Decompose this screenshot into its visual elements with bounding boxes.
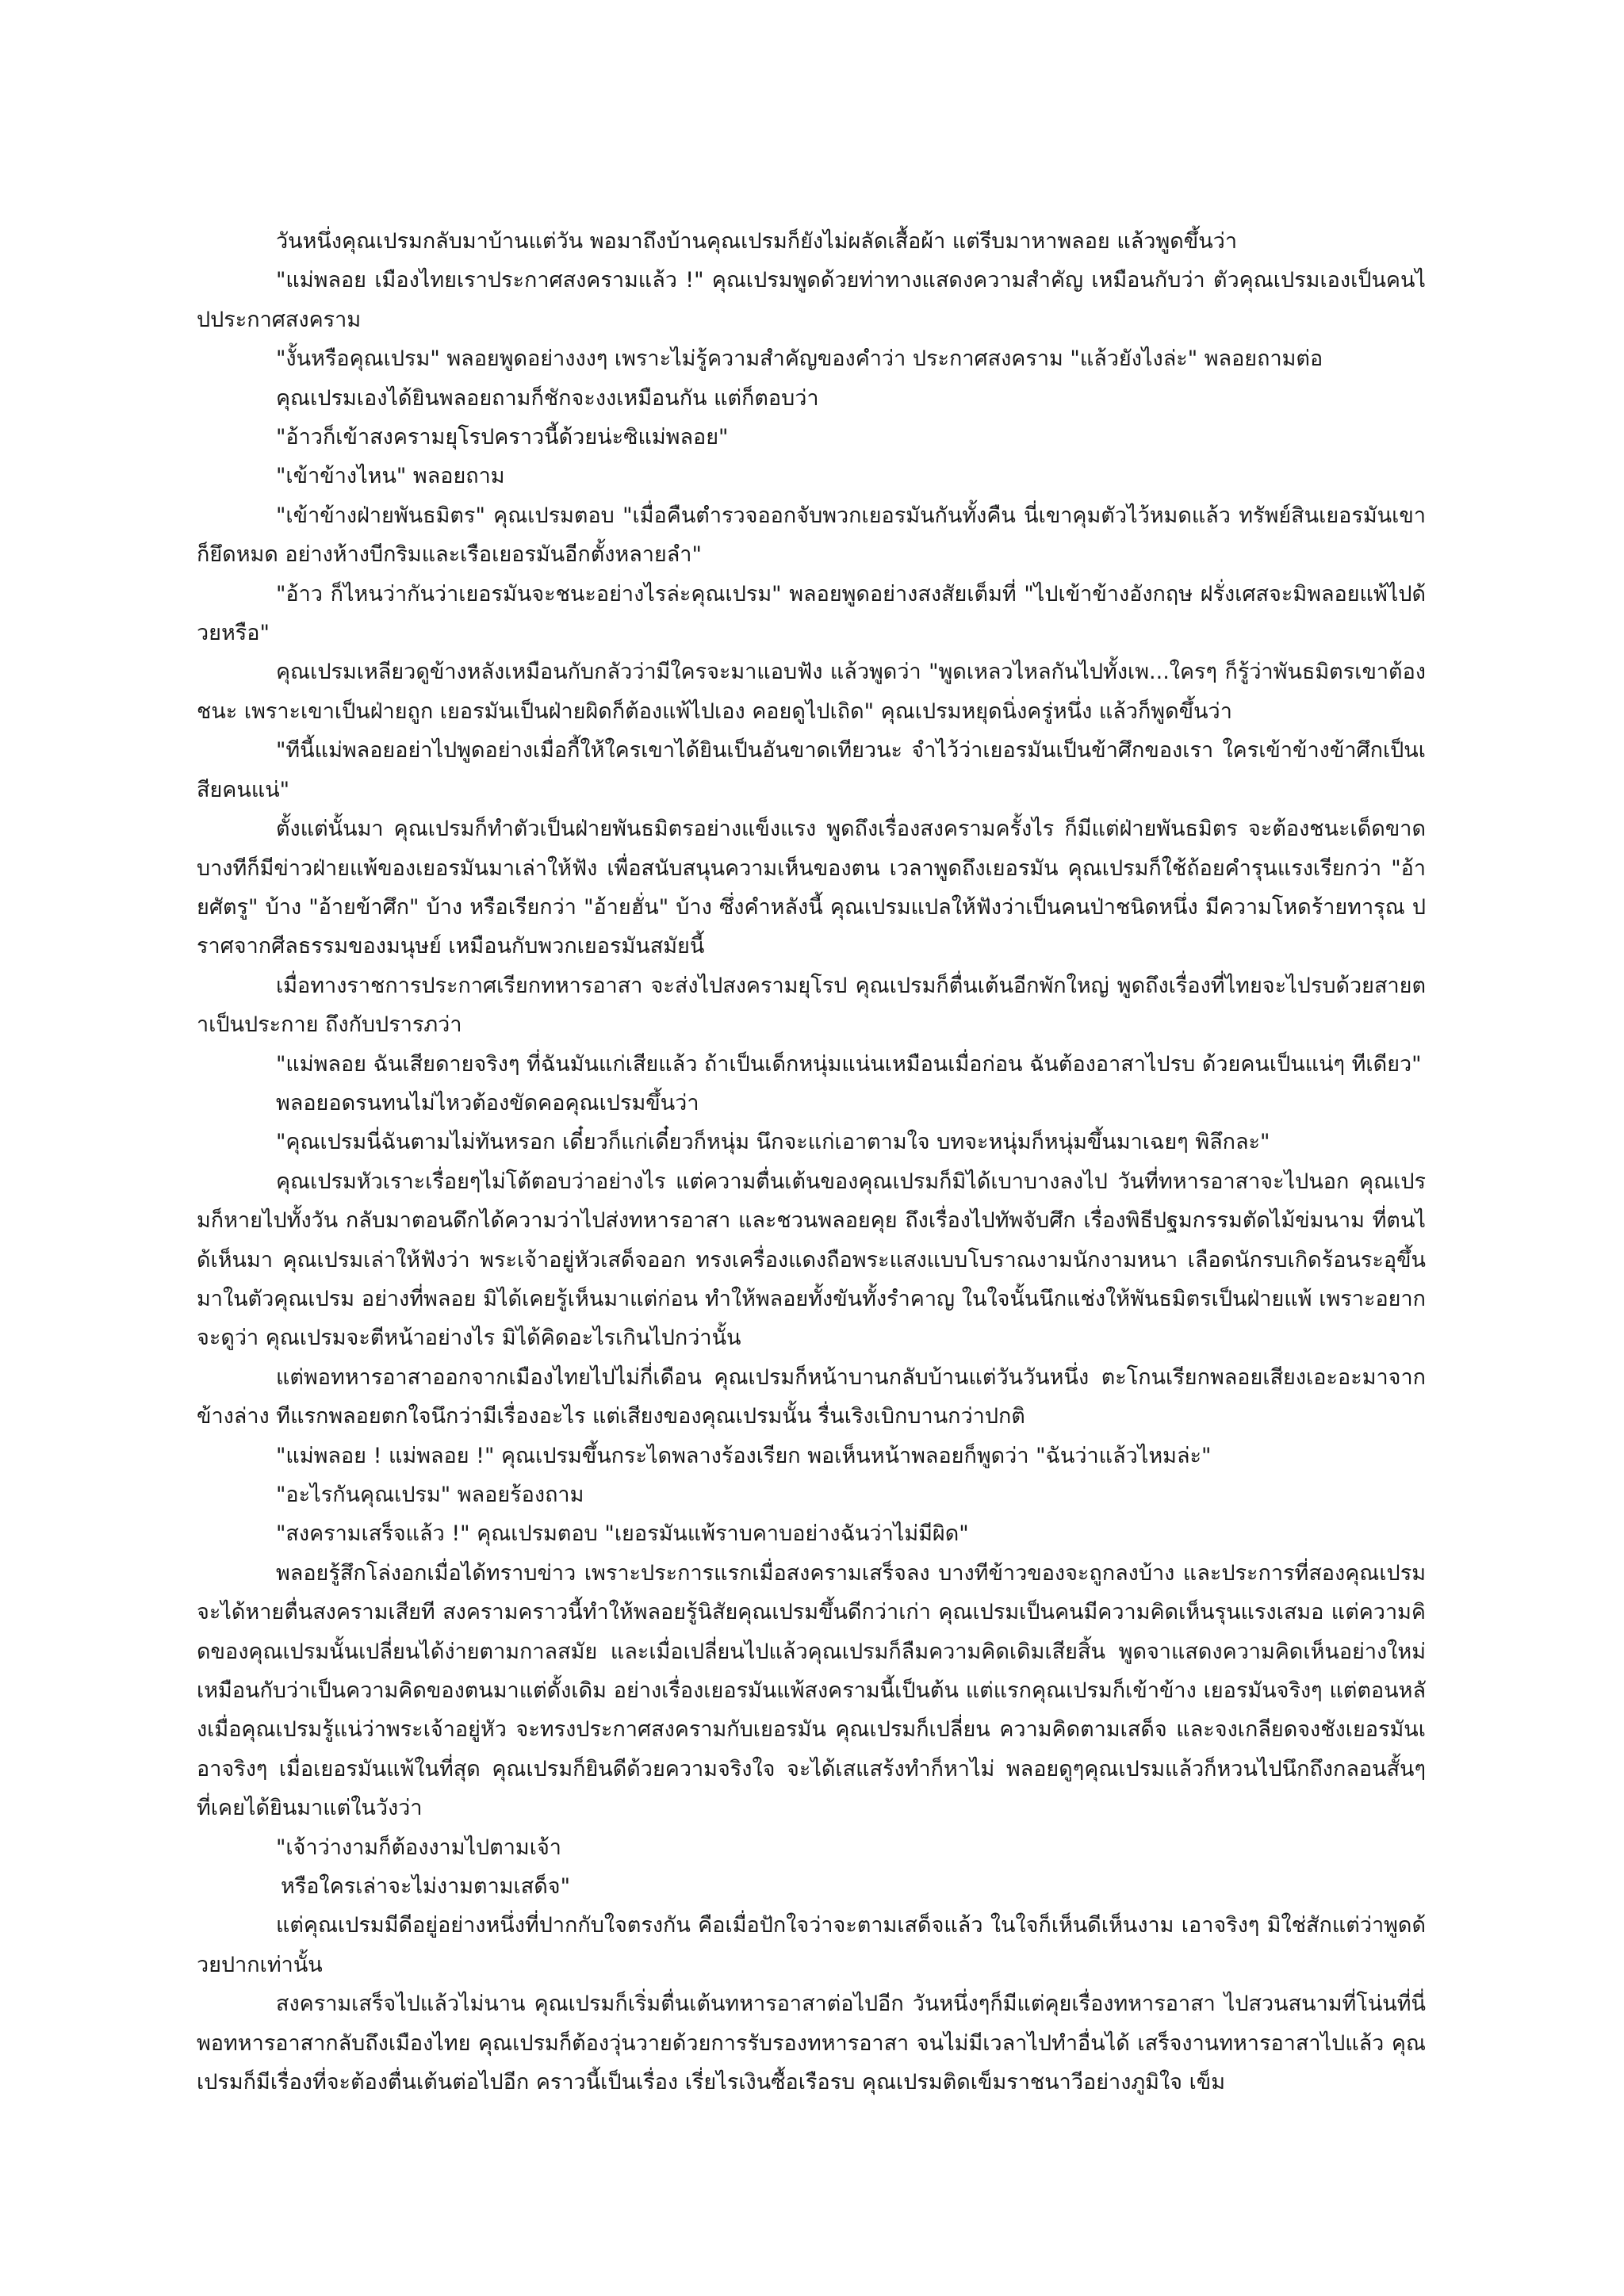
paragraph: "แม่พลอย เมืองไทยเราประกาศสงครามแล้ว !" คุณเปรมพูดด้วยท่าทางแสดงความสำคัญ เหมือนกับว่า ตัวคุณเปรมเองเป็นคนไปประกาศสงคราม (197, 268, 1426, 332)
verse-line: "เจ้าว่างามก็ต้องงามไปตามเจ้า (276, 1835, 561, 1860)
paragraph: "ทีนี้แม่พลอยอย่าไปพูดอย่างเมื่อกี้ให้ใครเขาได้ยินเป็นอันขาดเทียวนะ จำไว้ว่าเยอรมันเป็นข้าศึกของเรา ใครเข้าข้างข้าศึกเป็นเสียคนแน่" (197, 738, 1426, 802)
paragraph: "อ้าวก็เข้าสงครามยุโรปคราวนี้ด้วยน่ะซิแม่พลอย" (276, 425, 729, 450)
verse-line: หรือใครเล่าจะไม่งามตามเสด็จ" (281, 1874, 571, 1900)
paragraph: สงครามเสร็จไปแล้วไม่นาน คุณเปรมก็เริ่มตื่นเต้นทหารอาสาต่อไปอีก วันหนึ่งๆก็มีแต่คุยเรื่องทหารอาสา ไปสวนสนามที่โน่นที่นี่ พอทหารอาสากลับถึงเมืองไทย คุณเปรมก็ต้องวุ่นวายด้วยการรับรองทหารอาสา จนไม่มีเวลาไปทำอื่นได้ เสร็จงานทหารอาสาไปแล้ว คุณเปรมก็มีเรื่องที่จะต้องตื่นเต้นต่อไปอีก คราวนี้เป็นเรื่อง เรี่ยไรเงินซื้อเรือรบ คุณเปรมติดเข็มราชนาวีอย่างภูมิใจ เข็ม (197, 1992, 1426, 2095)
paragraph: "อ้าว ก็ไหนว่ากันว่าเยอรมันจะชนะอย่างไรล่ะคุณเปรม" พลอยพูดอย่างสงสัยเต็มที่ "ไปเข้าข้างอังกฤษ ฝรั่งเศสจะมิพลอยแพ้ไปด้วยหรือ" (197, 581, 1426, 646)
paragraph: ตั้งแต่นั้นมา คุณเปรมก็ทำตัวเป็นฝ่ายพันธมิตรอย่างแข็งแรง พูดถึงเรื่องสงครามครั้งไร ก็มีแต่ฝ่ายพันธมิตร จะต้องชนะเด็ดขาด บางทีก็มีข่าวฝ่ายแพ้ของเยอรมันมาเล่าให้ฟัง เพื่อสนับสนุนความเห็นของตน เวลาพูดถึงเยอรมัน คุณเปรมก็ใช้ถ้อยคำรุนแรงเรียกว่า "อ้ายศัตรู" บ้าง "อ้ายข้าศึก" บ้าง หรือเรียกว่า "อ้ายฮั่น" บ้าง ซึ่งคำหลังนี้ คุณเปรมแปลให้ฟังว่าเป็นคนป่าชนิดหนึ่ง มีความโหดร้ายทารุณ ปราศจากศีลธรรมของมนุษย์ เหมือนกับพวกเยอรมันสมัยนี้ (197, 817, 1426, 959)
paragraph: "อะไรกันคุณเปรม" พลอยร้องถาม (276, 1483, 584, 1507)
paragraph: คุณเปรมหัวเราะเรื่อยๆไม่โต้ตอบว่าอย่างไร แต่ความตื่นเต้นของคุณเปรมก็มิได้เบาบางลงไป วันที่ทหารอาสาจะไปนอก คุณเปรมก็หายไปทั้งวัน กลับมาตอนดึกได้ความว่าไปส่งทหารอาสา และชวนพลอยคุย ถึงเรื่องไปทัพจับศึก เรื่องพิธีปฐมกรรมตัดไม้ข่มนาม ที่ตนได้เห็นมา คุณเปรมเล่าให้ฟังว่า พระเจ้าอยู่หัวเสด็จออก ทรงเครื่องแดงถือพระแสงแบบโบราณงามนักงามหนา เลือดนักรบเกิดร้อนระอุขึ้นมาในตัวคุณเปรม อย่างที่พลอย มิได้เคยรู้เห็นมาแต่ก่อน ทำให้พลอยทั้งขันทั้งรำคาญ ในใจนั้นนึกแช่งให้พันธมิตรเป็นฝ่ายแพ้ เพราะอยากจะดูว่า คุณเปรมจะตีหน้าอย่างไร มิได้คิดอะไรเกินไปกว่านั้น (197, 1169, 1426, 1351)
paragraph: "แม่พลอย ! แม่พลอย !" คุณเปรมขึ้นกระไดพลางร้องเรียก พอเห็นหน้าพลอยก็พูดว่า "ฉันว่าแล้วไหมล่ะ" (276, 1443, 1212, 1468)
paragraph: วันหนึ่งคุณเปรมกลับมาบ้านแต่วัน พอมาถึงบ้านคุณเปรมก็ยังไม่ผลัดเสื้อผ้า แต่รีบมาหาพลอย แล้วพูดขึ้นว่า (276, 229, 1238, 254)
paragraph: แต่พอทหารอาสาออกจากเมืองไทยไปไม่กี่เดือน คุณเปรมก็หน้าบานกลับบ้านแต่วันวันหนึ่ง ตะโกนเรียกพลอยเสียงเอะอะมาจากข้างล่าง ทีแรกพลอยตกใจนึกว่ามีเรื่องอะไร แต่เสียงของคุณเปรมนั้น รื่นเริงเบิกบานกว่าปกติ (197, 1364, 1426, 1429)
paragraph: คุณเปรมเหลียวดูข้างหลังเหมือนกับกลัวว่ามีใครจะมาแอบฟัง แล้วพูดว่า "พูดเหลวไหลกันไปทั้งเพ...ใครๆ ก็รู้ว่าพันธมิตรเขาต้องชนะ เพราะเขาเป็นฝ่ายถูก เยอรมันเป็นฝ่ายผิดก็ต้องแพ้ไปเอง คอยดูไปเถิด" คุณเปรมหยุดนิ่งครู่หนึ่ง แล้วก็พูดขึ้นว่า (197, 660, 1426, 724)
paragraph: เมื่อทางราชการประกาศเรียกทหารอาสา จะส่งไปสงครามยุโรป คุณเปรมก็ตื่นเต้นอีกพักใหญ่ พูดถึงเรื่องที่ไทยจะไปรบด้วยสายตาเป็นประกาย ถึงกับปรารภว่า (197, 973, 1426, 1038)
paragraph: "แม่พลอย ฉันเสียดายจริงๆ ที่ฉันมันแก่เสียแล้ว ถ้าเป็นเด็กหนุ่มแน่นเหมือนเมื่อก่อน ฉันต้องอาสาไปรบ ด้วยคนเป็นแน่ๆ ทีเดียว" (276, 1051, 1422, 1077)
paragraph: พลอยอดรนทนไม่ไหวต้องขัดคอคุณเปรมขึ้นว่า (276, 1090, 699, 1115)
paragraph: "สงครามเสร็จแล้ว !" คุณเปรมตอบ "เยอรมันแพ้ราบคาบอย่างฉันว่าไม่มีผิด" (276, 1521, 969, 1547)
paragraph: "เข้าข้างฝ่ายพันธมิตร" คุณเปรมตอบ "เมื่อคืนตำรวจออกจับพวกเยอรมันกันทั้งคืน นี่เขาคุมตัวไว้หมดแล้ว ทรัพย์สินเยอรมันเขาก็ยึดหมด อย่างห้างบีกริมและเรือเยอรมันอีกตั้งหลายลำ" (197, 503, 1426, 568)
paragraph: คุณเปรมเองได้ยินพลอยถามก็ชักจะงงเหมือนกัน แต่ก็ตอบว่า (276, 385, 819, 411)
paragraph: "คุณเปรมนี่ฉันตามไม่ทันหรอก เดี๋ยวก็แก่เดี๋ยวก็หนุ่ม นึกจะแก่เอาตามใจ บทจะหนุ่มก็หนุ่มขึ้นมาเฉยๆ พิลึกละ" (276, 1130, 1270, 1155)
paragraph: แต่คุณเปรมมีดีอยู่อย่างหนึ่งที่ปากกับใจตรงกัน คือเมื่อปักใจว่าจะตามเสด็จแล้ว ในใจก็เห็นดีเห็นงาม เอาจริงๆ มิใช่สักแต่ว่าพูดด้วยปากเท่านั้น (197, 1913, 1426, 1977)
paragraph: "งั้นหรือคุณเปรม" พลอยพูดอย่างงงๆ เพราะไม่รู้ความสำคัญของคำว่า ประกาศสงคราม "แล้วยังไงล่ะ" พลอยถามต่อ (276, 346, 1323, 372)
paragraph: "เข้าข้างไหน" พลอยถาม (276, 464, 505, 489)
document-body (197, 222, 1426, 2103)
paragraph: พลอยรู้สึกโล่งอกเมื่อได้ทราบข่าว เพราะประการแรกเมื่อสงครามเสร็จลง บางทีข้าวของจะถูกลงบ้าง และประการที่สองคุณเปรมจะได้หายตื่นสงครามเสียที สงครามคราวนี้ทำให้พลอยรู้นิสัยคุณเปรมขึ้นดีกว่าเก่า คุณเปรมเป็นคนมีความคิดเห็นรุนแรงเสมอ แต่ความคิดของคุณเปรมนั้นเปลี่ยนได้ง่ายตามกาลสมัย และเมื่อเปลี่ยนไปแล้วคุณเปรมก็ลืมความคิดเดิมเสียสิ้น พูดจาแสดงความคิดเห็นอย่างใหม่ เหมือนกับว่าเป็นความคิดของตนมาแต่ดั้งเดิม อย่างเรื่องเยอรมันแพ้สงครามนี้เป็นต้น แต่แรกคุณเปรมก็เข้าข้าง เยอรมันจริงๆ แต่ตอนหลังเมื่อคุณเปรมรู้แน่ว่าพระเจ้าอยู่หัว จะทรงประกาศสงครามกับเยอรมัน คุณเปรมก็เปลี่ยน ความคิดตามเสด็จ และจงเกลียดจงชังเยอรมันเอาจริงๆ เมื่อเยอรมันแพ้ในที่สุด คุณเปรมก็ยินดีด้วยความจริงใจ จะได้เสแสร้งทำก็หาไม่ พลอยดูๆคุณเปรมแล้วก็หวนไปนึกถึงกลอนสั้นๆ ที่เคยได้ยินมาแต่ในวังว่า (197, 1560, 1426, 1821)
